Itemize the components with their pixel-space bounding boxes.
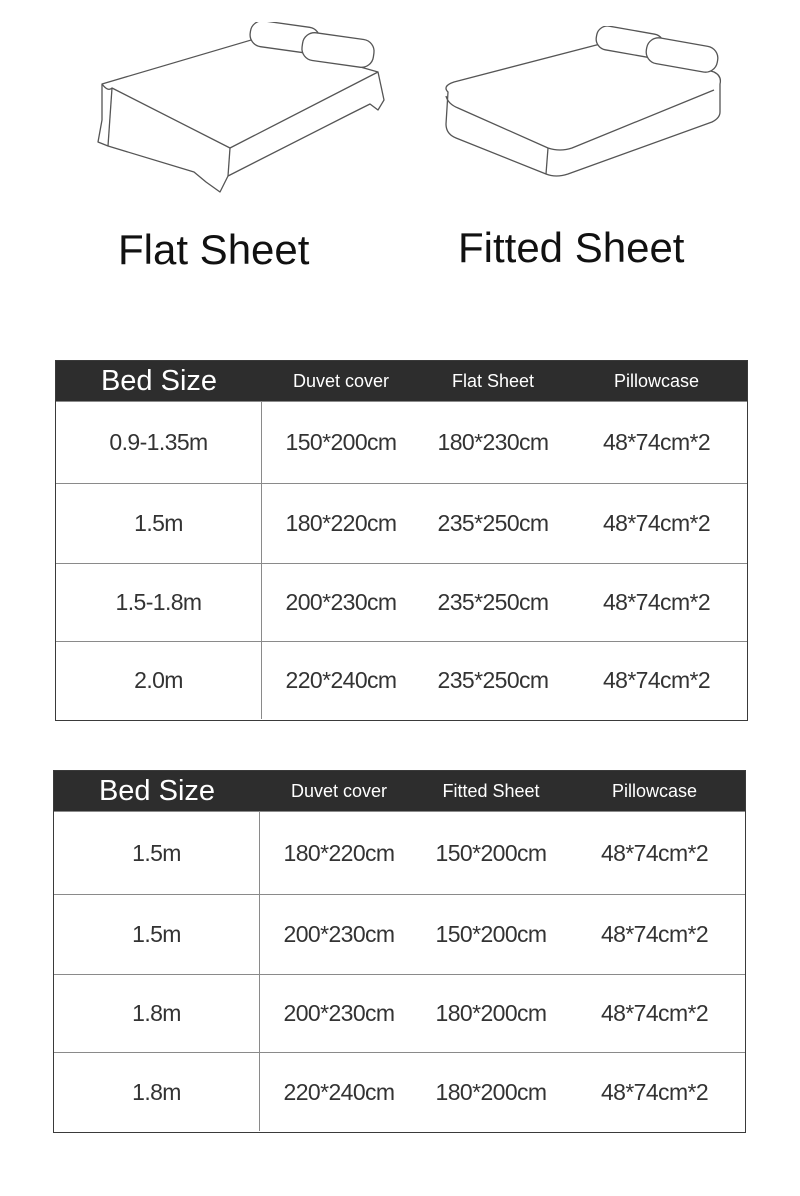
cell-pillowcase: 48*74cm*2 xyxy=(602,667,711,693)
table-row xyxy=(54,974,745,1052)
cell-duvet-cover: 220*240cm xyxy=(283,1078,395,1105)
flat-sheet-caption: Flat Sheet xyxy=(118,226,310,273)
cell-pillowcase: 48*74cm*2 xyxy=(600,839,709,866)
cell-duvet-cover: 180*220cm xyxy=(285,510,397,536)
cell-bed-size: 1.5m xyxy=(54,812,260,894)
cell-bed-size: 1.5m xyxy=(56,484,262,563)
cell-flat-sheet: 235*250cm xyxy=(437,667,549,693)
fitted-sheet-bed-icon xyxy=(438,26,728,178)
cell-flat-sheet: 235*250cm xyxy=(437,510,549,536)
cell-fitted-sheet: 150*200cm xyxy=(435,839,547,866)
fitted-sheet-size-table xyxy=(53,770,746,1133)
header-bed-size: Bed Size xyxy=(98,774,216,807)
cell-bed-size: 1.5m xyxy=(54,895,260,974)
cell-pillowcase: 48*74cm*2 xyxy=(602,429,711,455)
header-bed-size: Bed Size xyxy=(100,364,218,397)
table-row xyxy=(56,641,747,719)
header-pillowcase: Pillowcase xyxy=(613,370,700,391)
cell-duvet-cover: 180*220cm xyxy=(283,839,395,866)
header-flat-sheet: Flat Sheet xyxy=(451,370,535,391)
cell-bed-size: 1.8m xyxy=(54,1053,260,1131)
table-header xyxy=(56,361,747,401)
header-pillowcase: Pillowcase xyxy=(611,780,698,801)
cell-duvet-cover: 200*230cm xyxy=(285,589,397,615)
cell-bed-size: 1.5-1.8m xyxy=(56,564,262,641)
table-row xyxy=(56,401,747,483)
cell-pillowcase: 48*74cm*2 xyxy=(600,1000,709,1026)
flat-sheet-size-table xyxy=(55,360,748,721)
cell-duvet-cover: 200*230cm xyxy=(283,1000,395,1026)
table-row xyxy=(54,811,745,894)
cell-bed-size: 2.0m xyxy=(56,642,262,719)
table-row xyxy=(54,894,745,974)
cell-flat-sheet: 180*230cm xyxy=(437,429,549,455)
header-fitted-sheet: Fitted Sheet xyxy=(442,780,540,801)
cell-pillowcase: 48*74cm*2 xyxy=(602,510,711,536)
cell-fitted-sheet: 180*200cm xyxy=(435,1078,547,1105)
cell-pillowcase: 48*74cm*2 xyxy=(602,589,711,615)
table-row xyxy=(54,1052,745,1131)
cell-bed-size: 1.8m xyxy=(54,975,260,1052)
flat-sheet-bed-icon xyxy=(88,22,390,200)
cell-pillowcase: 48*74cm*2 xyxy=(600,921,709,947)
header-duvet-cover: Duvet cover xyxy=(290,780,388,801)
table-row xyxy=(56,483,747,563)
header-duvet-cover: Duvet cover xyxy=(292,370,390,391)
cell-flat-sheet: 235*250cm xyxy=(437,589,549,615)
cell-duvet-cover: 220*240cm xyxy=(285,667,397,693)
table-header xyxy=(54,771,745,811)
cell-pillowcase: 48*74cm*2 xyxy=(600,1078,709,1105)
fitted-sheet-caption: Fitted Sheet xyxy=(458,224,685,271)
cell-fitted-sheet: 180*200cm xyxy=(435,1000,547,1026)
cell-bed-size: 0.9-1.35m xyxy=(56,402,262,483)
cell-fitted-sheet: 150*200cm xyxy=(435,921,547,947)
cell-duvet-cover: 200*230cm xyxy=(283,921,395,947)
table-row xyxy=(56,563,747,641)
cell-duvet-cover: 150*200cm xyxy=(285,429,397,455)
